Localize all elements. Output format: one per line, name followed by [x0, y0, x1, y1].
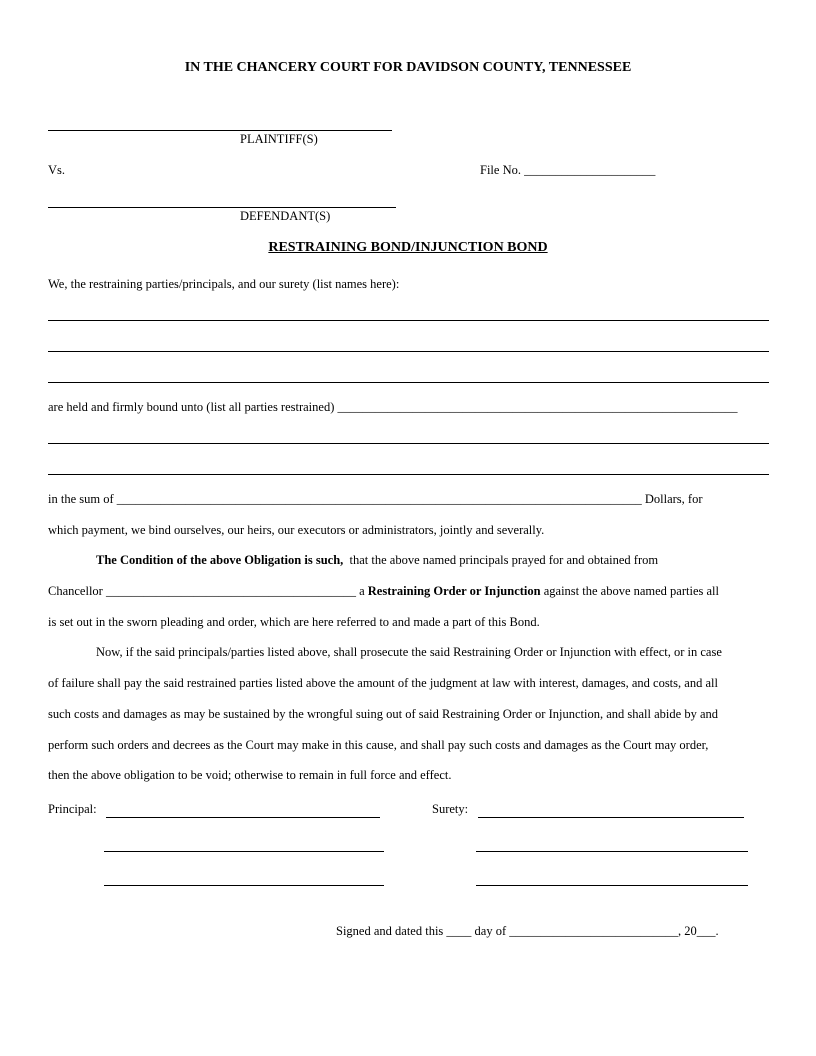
condition-bold: The Condition of the above Obligation is such,	[96, 553, 344, 567]
file-no-row	[480, 163, 655, 178]
name-line-3[interactable]	[48, 382, 769, 383]
a-word: a	[359, 584, 365, 598]
chancellor-label: Chancellor	[48, 584, 103, 598]
day-of-text: day of	[474, 924, 507, 938]
held-bound-text: are held and firmly bound unto (list all parties restrained)	[48, 400, 335, 414]
now-line-2: of failure shall pay the said restrained parties listed above the amount of the judgment at law with interest, damages, and costs, and all	[48, 676, 718, 690]
against-text: against the above named parties all	[543, 584, 719, 598]
signed-prefix: Signed and dated this	[336, 924, 444, 938]
now-line-1: Now, if the said principals/parties listed above, shall prosecute the said Restraining Order or Injunction with effect, or in case	[96, 645, 722, 659]
sum-prefix: in the sum of	[48, 492, 114, 506]
condition-line-1	[96, 553, 658, 568]
restrained-parties-blank[interactable]: ________________________________________________________________	[337, 400, 738, 414]
plaintiff-line[interactable]	[48, 130, 392, 131]
bond-title: RESTRAINING BOND/INJUNCTION BOND	[268, 240, 548, 255]
principal-line-2[interactable]	[104, 851, 384, 852]
year-prefix: , 20	[678, 924, 697, 938]
principal-label: Principal:	[48, 802, 97, 816]
court-heading: IN THE CHANCERY COURT FOR DAVIDSON COUNTY, TENNESSEE	[184, 60, 632, 75]
surety-label: Surety:	[432, 802, 469, 816]
sum-blank[interactable]: ____________________________________________________________________________________	[116, 492, 642, 506]
plaintiff-label: PLAINTIFF(S)	[240, 132, 318, 146]
month-blank[interactable]: ___________________________	[509, 924, 678, 938]
sum-row	[48, 492, 703, 507]
now-line-4: perform such orders and decrees as the Court may make in this cause, and shall pay such costs and damages as the Court may order,	[48, 738, 709, 752]
versus-label: Vs.	[48, 163, 66, 177]
restrained-line-2[interactable]	[48, 474, 769, 475]
condition-line-2	[48, 584, 719, 599]
surety-line-2[interactable]	[476, 851, 748, 852]
condition-rest: that the above named principals prayed for and obtained from	[349, 553, 659, 567]
held-bound-row	[48, 400, 738, 415]
condition-line-3: is set out in the sworn pleading and order, which are here referred to and made a part of this Bond.	[48, 615, 540, 629]
restrained-line-1[interactable]	[48, 443, 769, 444]
file-no-blank[interactable]: _____________________	[524, 163, 656, 177]
period: .	[715, 924, 719, 938]
principal-line-3[interactable]	[104, 885, 384, 886]
signed-dated-row	[336, 924, 719, 939]
sum-suffix: Dollars, for	[644, 492, 703, 506]
surety-line-3[interactable]	[476, 885, 748, 886]
chancellor-blank[interactable]: ________________________________________	[105, 584, 356, 598]
now-line-3: such costs and damages as may be sustained by the wrongful suing out of said Restraining Order or Injunction, and shall abide by and	[48, 707, 718, 721]
principal-line-1[interactable]	[106, 817, 380, 818]
order-bold: Restraining Order or Injunction	[367, 584, 541, 598]
name-line-1[interactable]	[48, 320, 769, 321]
defendant-label: DEFENDANT(S)	[240, 209, 331, 223]
day-blank[interactable]: ____	[446, 924, 472, 938]
file-no-label: File No.	[480, 163, 521, 177]
name-line-2[interactable]	[48, 351, 769, 352]
defendant-line[interactable]	[48, 207, 396, 208]
intro-text: We, the restraining parties/principals, and our surety (list names here):	[48, 277, 400, 291]
now-line-5: then the above obligation to be void; otherwise to remain in full force and effect.	[48, 768, 452, 782]
year-blank[interactable]: ___	[696, 924, 716, 938]
payment-text: which payment, we bind ourselves, our heirs, our executors or administrators, jointly and severally.	[48, 523, 545, 537]
surety-line-1[interactable]	[478, 817, 744, 818]
